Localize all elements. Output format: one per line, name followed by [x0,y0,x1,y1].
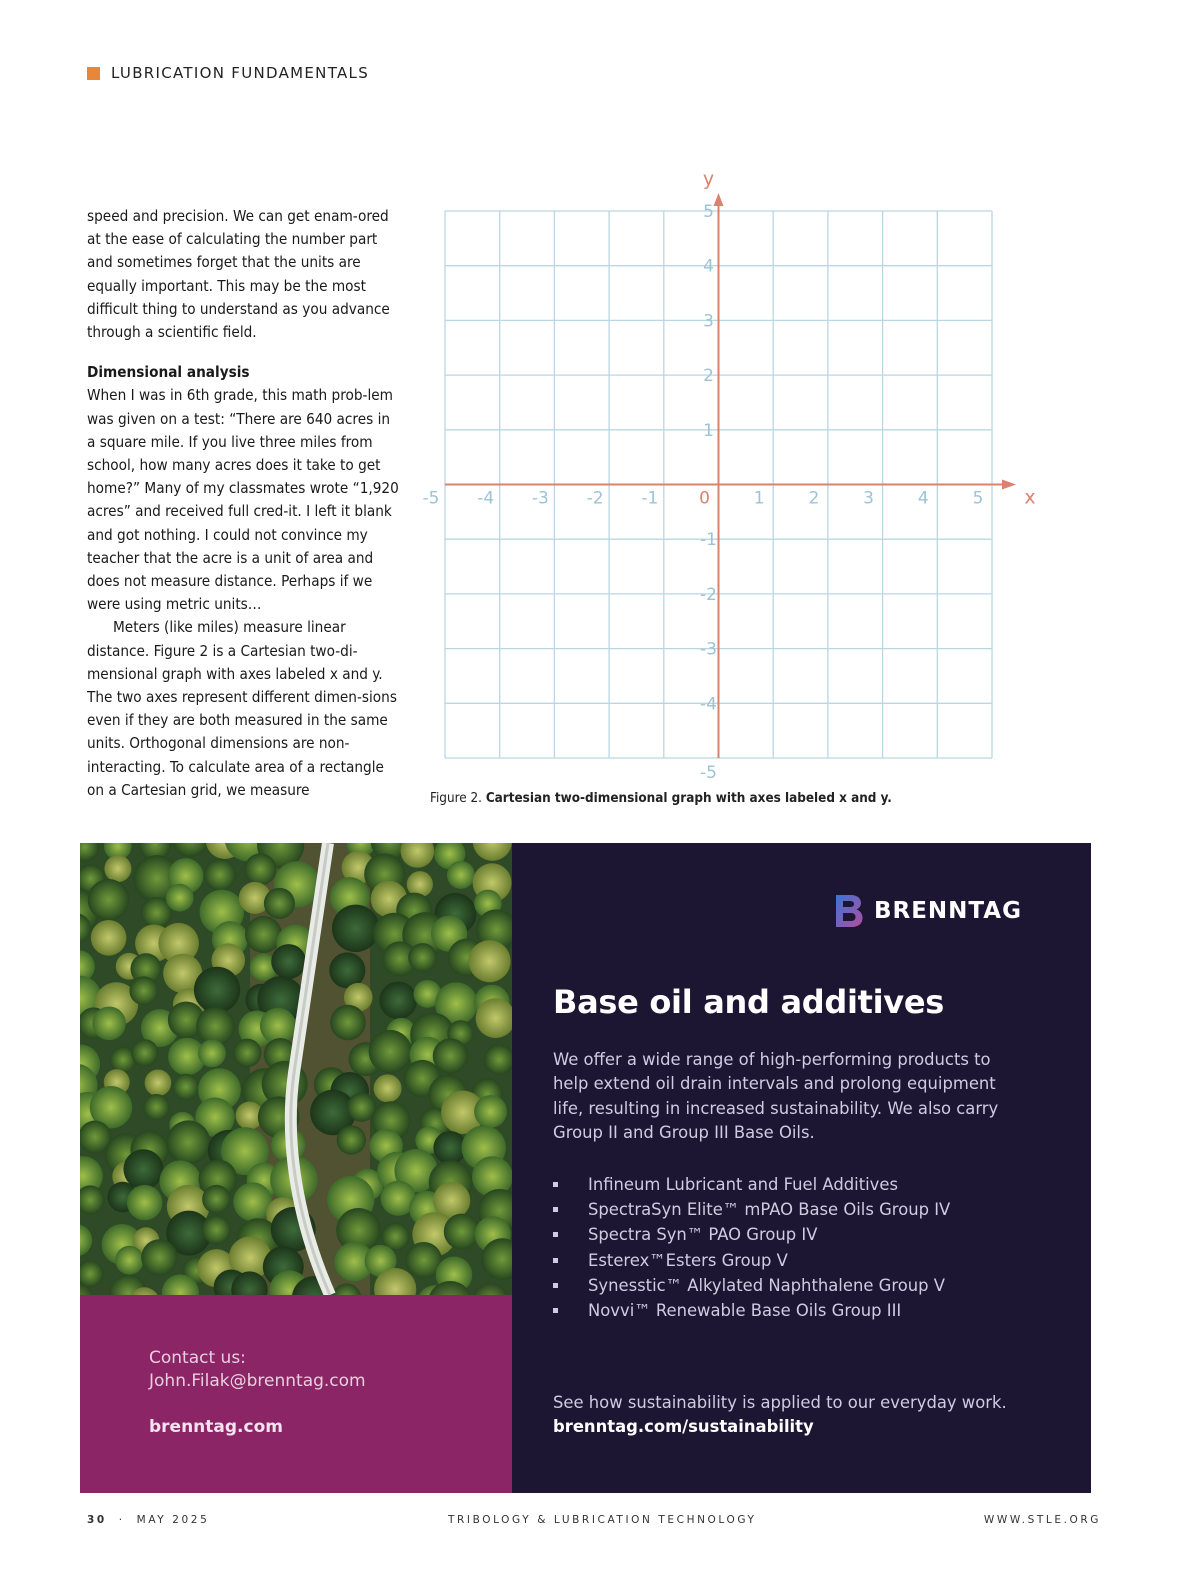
treetop [141,1239,177,1275]
footer-website[interactable]: WWW.STLE.ORG [983,1514,1101,1526]
contact-block [149,1347,366,1393]
chart-axes [445,193,1016,758]
treetop [129,976,158,1005]
product-item [553,1248,1053,1273]
x-tick-label: 1 [753,488,765,509]
chart-tick-labels [423,202,984,783]
treetop [332,905,379,952]
contact-email[interactable]: John.Filak@brenntag.com [149,1371,366,1391]
treetop [204,859,236,891]
bullet-icon [553,1308,558,1313]
contact-panel [80,1295,513,1493]
section-header [87,64,369,82]
contact-label: Contact us: [149,1348,246,1368]
y-tick-label: 3 [703,311,714,332]
x-tick-label: -5 [422,488,440,509]
figure-caption [430,791,892,806]
treetop [131,1039,158,1066]
product-list [553,1172,1053,1323]
x-tick-label: 4 [917,488,929,509]
product-item [553,1222,1053,1247]
treetop [145,1069,172,1096]
sustainability-link[interactable]: brenntag.com/sustainability [553,1417,814,1436]
footer-page-info [87,1514,209,1526]
treetop [337,1125,366,1154]
brenntag-logo [834,893,1022,929]
product-item [553,1172,1053,1197]
treetop [127,1185,162,1220]
treetop [469,940,511,982]
article-paragraph: When I was in 6th grade, this math prob-lem was given on a test: “There are 640 acres in a square mile. If you live three miles from school, how many acres does it take to get home?” Many of my classmates wrote “1,920 acres” and received full cred-it. I left it blank and got nothing. I could not convince my teacher that the acre is a unit of area and does not measure distance. Perhaps if we were using metric units… [87,386,399,614]
bullet-icon [553,1182,558,1187]
y-tick-label: -2 [700,584,717,605]
product-label: Spectra Syn™ PAO Group IV [588,1225,818,1245]
treetop [369,1030,412,1073]
y-tick-label: -1 [700,530,717,551]
y-tick-label: 5 [703,202,714,222]
bullet-icon [553,1258,558,1263]
brand-name: BRENNTAG [873,898,1022,924]
x-tick-label: -1 [641,488,659,509]
treetop [374,1074,402,1102]
product-item [553,1197,1053,1222]
y-tick-label: -3 [700,639,717,660]
treetop [244,853,276,885]
footer-separator: · [118,1514,125,1526]
treetop [91,920,127,956]
bullet-icon [553,1283,558,1288]
publication-name: TRIBOLOGY & LUBRICATION TECHNOLOGY [448,1514,757,1526]
y-tick-label: 2 [703,366,714,387]
bullet-icon [553,1207,558,1212]
figure-number: Figure 2. [430,791,482,806]
article-subheading: Dimensional analysis [87,363,250,382]
x-tick-label: 0 [699,488,710,509]
y-axis-arrow [714,193,724,206]
article-paragraph: Meters (like miles) measure linear distance. Figure 2 is a Cartesian two-di-mensional graph with axes labeled x and y. The two axes represent different dimen-sions even if they are both measured in the same units. Orthogonal dimensions are non-interacting. To calculate area of a rectangle on a Cartesian grid, we measure [87,618,397,799]
treetop [194,967,240,1013]
x-tick-label: 2 [808,488,820,509]
ad-content-panel [512,843,1091,1493]
treetop [379,982,417,1020]
y-tick-label: -4 [700,694,717,715]
treetop [330,1005,366,1041]
treetop [264,888,295,919]
website-link[interactable]: brenntag.com [149,1417,283,1437]
y-tick-label: 4 [703,256,714,277]
y-tick-label: 1 [703,420,714,441]
product-item [553,1273,1053,1298]
treetop [166,884,194,912]
article-paragraph: speed and precision. We can get enam-ored at the ease of calculating the number part and sometimes forget that the units are equally important. This may be the most difficult thing to understand as you advance through a scientific field. [87,207,390,342]
treetop [104,855,131,882]
issue-date: MAY 2025 [136,1514,210,1526]
sustainability-text: See how sustainability is applied to our everyday work. [553,1393,1007,1412]
product-label: Novvi™ Renewable Base Oils Group III [588,1301,902,1321]
section-marker [87,67,100,80]
bullet-icon [553,1232,558,1237]
x-tick-label: -2 [586,488,604,509]
x-axis-label: x [1024,486,1036,509]
product-label: Infineum Lubricant and Fuel Additives [588,1175,898,1194]
ad-body-text: We offer a wide range of high-performing products to help extend oil drain intervals and prolong equipment life, resulting in increased sustainability. We also carry Group II and Group III Base Oils. [553,1050,999,1142]
treetop [173,1074,199,1100]
treetop [166,1120,210,1164]
x-axis-arrow [1002,480,1016,490]
treetop [202,1215,231,1244]
treetop [245,916,282,953]
treetop [444,1214,480,1250]
product-label: SpectraSyn Elite™ mPAO Base Oils Group IV [588,1200,951,1220]
treetop [123,1149,163,1189]
page-number: 30 [87,1514,107,1526]
treetop [143,1094,169,1120]
figure-caption-text: Cartesian two-dimensional graph with axes labeled x and y. [485,791,892,806]
x-tick-label: 5 [972,488,984,509]
section-title: LUBRICATION FUNDAMENTALS [111,64,370,82]
treetop [474,1095,507,1128]
treetop [202,1185,231,1214]
product-label: Esterex™Esters Group V [588,1250,788,1270]
y-tick-label: -5 [700,763,717,783]
cartesian-graph [418,160,1038,785]
treetop [447,861,475,889]
treetop [433,1038,468,1073]
product-label: Synesstic™ Alkylated Naphthalene Group V [588,1275,945,1295]
brenntag-advertisement [80,843,1091,1493]
treetop [92,1007,126,1041]
treetop [233,1039,261,1067]
product-item [553,1298,1053,1323]
treetop [408,943,437,972]
x-tick-label: -4 [477,488,495,509]
page-footer [87,1514,1101,1530]
aerial-forest-image [80,843,512,1295]
brenntag-b-icon [834,893,864,929]
treetop [115,1246,144,1275]
x-tick-label: -3 [531,488,549,509]
treetop [347,1093,376,1122]
forest-road-photo [80,843,512,1295]
x-tick-label: 3 [863,488,875,509]
treetop [271,944,306,979]
ad-headline: Base oil and additives [553,983,945,1021]
treetop [198,1039,226,1067]
treetop [88,879,130,921]
y-axis-label: y [702,168,715,190]
article-column [87,205,399,802]
